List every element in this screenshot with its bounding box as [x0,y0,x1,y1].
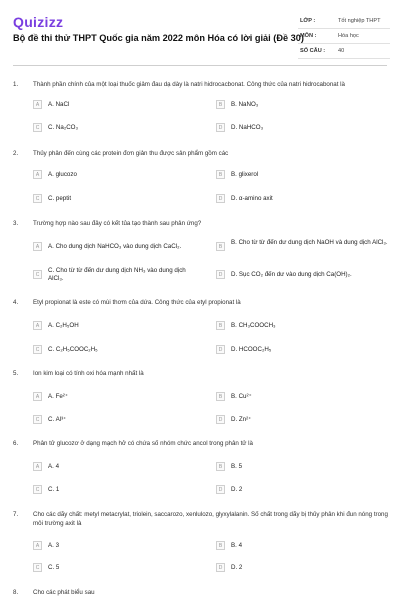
option-text: D. α-amino axit [231,195,273,202]
header-divider [13,65,387,66]
option-text: A. Cho dung dịch NaHCO₃ vào dung dịch CaCl₂. [48,243,182,250]
option-letter-box: A [33,462,42,471]
question-number: 7. [13,511,19,518]
option-letter-box: A [33,100,42,109]
option-letter-box: A [33,321,42,330]
option-text: C. Na₂CO₃ [48,124,79,131]
option-text: C. Al³⁺ [48,416,67,423]
option-text: B. CH₃COOCH₃ [231,322,276,329]
option-letter-box: D [216,345,225,354]
meta-row-class [298,14,390,29]
option-text: A. glucozo [48,171,77,178]
option-letter-box: A [33,392,42,401]
option-letter-box: D [216,563,225,572]
option-text: A. 4 [48,463,60,470]
option-letter-box: D [216,123,225,132]
meta-value: Hóa học [338,33,359,39]
option-letter-box: D [216,270,225,279]
question-number: 8. [13,589,19,596]
option-letter-box: D [216,485,225,494]
option-letter-box: C [33,415,42,424]
option-text: C. Cho từ từ đến dư dung dịch NH₃ vào dung dịch AlCl₃. [48,267,186,282]
option-text: C. C₂H₅COOC₂H₅ [48,346,98,353]
option-text: C. peptit [48,195,72,202]
question-text: Cho các phát biểu sau [33,589,95,596]
option-letter-box: C [33,485,42,494]
option-text: B. Cho từ từ đến dư dung dịch NaOH và dung dịch AlCl₃. [231,239,388,246]
meta-key: LỚP : [300,18,316,24]
option-text: B. NaNO₃ [231,101,259,108]
option-letter-box: B [216,242,225,251]
question-text: Phân tử glucozơ ở dạng mạch hở có chứa số nhóm chức ancol trong phân tử là [33,440,253,447]
meta-value: 40 [338,48,345,54]
option-text: C. 1 [48,486,60,493]
question-number: 3. [13,220,19,227]
option-letter-box: A [33,541,42,550]
document-title: Bộ đề thi thử THPT Quốc gia năm 2022 môn Hóa có lời giải (Đề 30) [13,33,304,43]
option-letter-box: D [216,415,225,424]
question-text: Trường hợp nào sau đây có kết tủa tạo thành sau phản ứng? [33,220,202,227]
question-number: 2. [13,150,19,157]
option-letter-box: B [216,100,225,109]
quizizz-logo: Quizizz [13,14,64,30]
option-text: D. Sục CO₂ đến dư vào dung dịch Ca(OH)₂. [231,271,352,278]
meta-value: Tốt nghiệp THPT [338,18,381,24]
meta-key: MÔN : [300,33,317,39]
question-number: 4. [13,299,19,306]
option-letter-box: C [33,345,42,354]
option-letter-box: C [33,563,42,572]
option-letter-box: C [33,194,42,203]
option-text: B. 4 [231,542,243,549]
option-text: D. Zn²⁺ [231,416,252,423]
option-text: D. 2 [231,564,243,571]
question-number: 6. [13,440,19,447]
question-number: 1. [13,81,19,88]
option-text: B. glixerol [231,171,259,178]
question-text: Thủy phân đến cùng các protein đơn giản thu được sản phẩm gồm các [33,150,229,157]
option-text: C. 5 [48,564,60,571]
question-text: Ion kim loại có tính oxi hóa mạnh nhất là [33,370,144,377]
option-letter-box: B [216,321,225,330]
option-text: A. Fe²⁺ [48,393,69,400]
option-text: D. 2 [231,486,243,493]
option-letter-box: C [33,123,42,132]
option-letter-box: C [33,270,42,279]
meta-table [298,14,390,59]
question-text: Thành phần chính của một loại thuốc giảm đau dạ dày là natri hidrocacbonat. Công thức của natri hidrocabonat là [33,81,345,88]
meta-row-subject [298,29,390,44]
option-letter-box: B [216,170,225,179]
question-number: 5. [13,370,19,377]
option-text: A. 3 [48,542,60,549]
option-text: D. NaHCO₃ [231,124,264,131]
option-text: B. Cu²⁺ [231,393,252,400]
option-text: B. 5 [231,463,243,470]
option-text: A. NaCl [48,101,70,108]
meta-key: SỐ CÂU : [300,48,326,54]
question-text: Cho các dãy chất: metyl metacrylat, triolein, saccarozo, xenlulozo, glyxylalanin. Số chất trong dãy bị thủy phân khi đun nóng trong môi trường axit là [33,511,388,527]
option-text: D. HCOOC₂H₅ [231,346,272,353]
option-text: A. C₂H₅OH [48,322,79,329]
option-letter-box: B [216,392,225,401]
meta-row-count [298,44,390,59]
option-letter-box: B [216,541,225,550]
option-letter-box: A [33,170,42,179]
question-text: Etyl propionat là este có mùi thơm của dứa. Công thức của etyl propionat là [33,299,241,306]
option-letter-box: A [33,242,42,251]
option-letter-box: B [216,462,225,471]
option-letter-box: D [216,194,225,203]
